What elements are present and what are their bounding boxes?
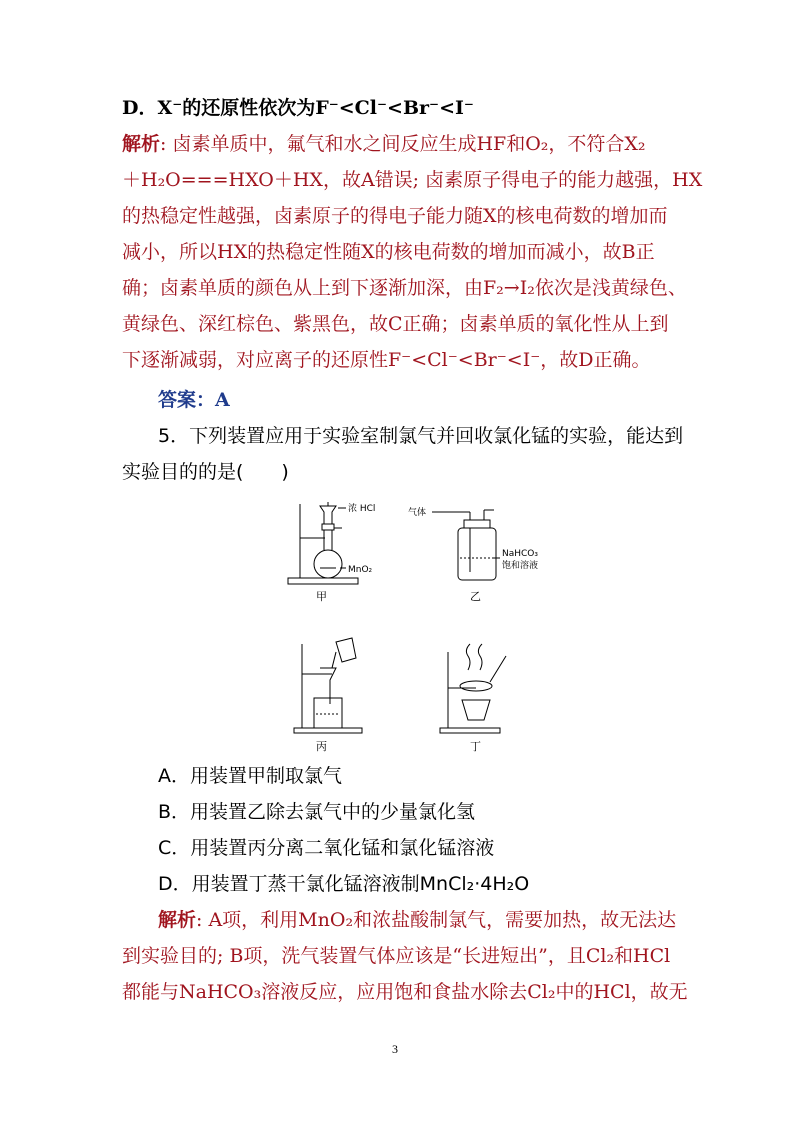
analysis2-line-2: 到实验目的; B项，洗气装置气体应该是“长进短出”，且Cl₂和HCl	[122, 945, 671, 967]
analysis-line-6: 黄绿色、深红棕色、紫黑色，故C正确；卤素单质的氧化性从上到	[122, 313, 669, 335]
analysis-line-7: 下逐渐减弱，对应离子的还原性F⁻<Cl⁻<Br⁻<I⁻，故D正确。	[122, 349, 651, 371]
analysis-line-5: 确；卤素单质的颜色从上到下逐渐加深，由F₂→I₂依次是浅黄绿色、	[122, 277, 687, 299]
option-a: A．用装置甲制取氯气	[158, 765, 342, 787]
yi-label-nahco3: NaHCO₃	[502, 549, 538, 559]
apparatus-bing	[294, 638, 362, 733]
jia-caption: 甲	[316, 590, 327, 603]
analysis2-line-3: 都能与NaHCO₃溶液反应，应用饱和食盐水除去Cl₂中的HCl，故无	[122, 981, 688, 1003]
option-c: C．用装置丙分离二氧化锰和氯化锰溶液	[158, 837, 495, 859]
analysis-line-2: ＋H₂O===HXO＋HX，故A错误; 卤素原子得电子的能力越强，HX	[122, 169, 703, 191]
apparatus-ding	[440, 644, 506, 733]
jia-label-mno2: MnO₂	[348, 565, 373, 575]
analysis2-label: 解析	[158, 909, 197, 931]
analysis-line-3: 的热稳定性越强，卤素原子的得电子能力随X的核电荷数的增加而	[122, 205, 668, 227]
option-d-statement: D．X⁻的还原性依次为F⁻<Cl⁻<Br⁻<I⁻	[122, 97, 474, 119]
bing-caption: 丙	[316, 740, 327, 752]
ding-caption: 丁	[470, 740, 481, 752]
analysis2-line-1	[158, 908, 718, 932]
yi-label-solution: 饱和溶液	[502, 561, 539, 571]
page-number: 3	[392, 1042, 398, 1056]
question-5-line-2: 实验目的的是( )	[122, 461, 289, 483]
analysis-line-4: 减小，所以HX的热稳定性随X的核电荷数的增加而减小，故B正	[122, 241, 655, 263]
yi-caption: 乙	[470, 590, 481, 603]
answer-line	[158, 388, 718, 412]
apparatus-figures	[280, 492, 550, 752]
answer-value: A	[215, 389, 230, 411]
jia-label-hcl: 浓 HCl	[348, 504, 376, 514]
option-b: B．用装置乙除去氯气中的少量氯化氢	[158, 801, 476, 823]
analysis-text: : 卤素单质中，氟气和水之间反应生成HF和O₂，不符合X₂	[160, 133, 646, 155]
apparatus-diagram	[280, 492, 550, 752]
yi-label-gas: 气体	[408, 508, 427, 518]
analysis2-text: : A项，利用MnO₂和浓盐酸制氯气，需要加热，故无法达	[196, 909, 677, 931]
option-d: D．用装置丁蒸干氯化锰溶液制MnCl₂·4H₂O	[158, 873, 530, 895]
apparatus-yi	[432, 510, 500, 580]
question-5-line-1: 5．下列装置应用于实验室制氯气并回收氯化锰的实验，能达到	[158, 425, 684, 447]
answer-label: 答案：	[158, 389, 216, 411]
analysis-line-1	[122, 132, 682, 156]
analysis-label: 解析	[122, 133, 161, 155]
